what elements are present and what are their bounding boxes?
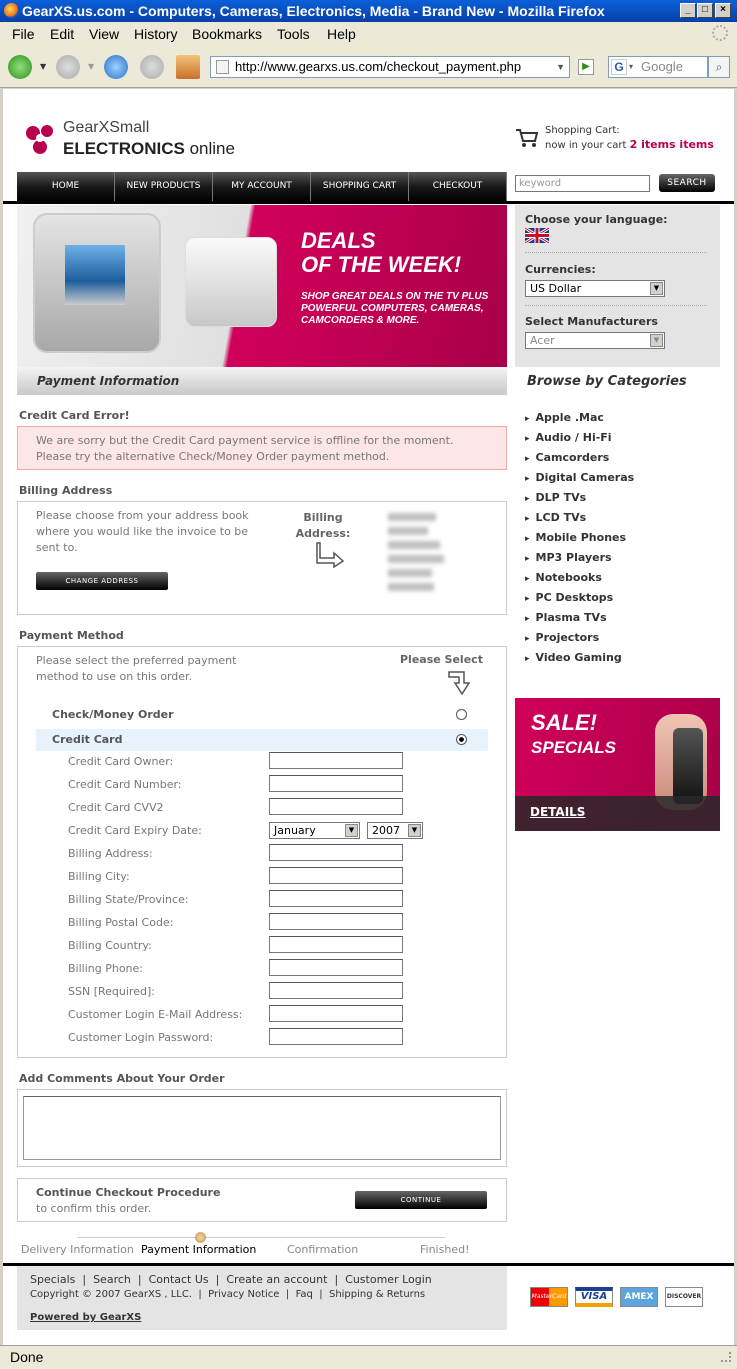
footer-separator: | [192,1289,209,1300]
menu-bookmarks[interactable]: Bookmarks [192,26,263,42]
keyword-placeholder: keyword [519,178,562,189]
sale-subtitle: SPECIALS [531,738,617,757]
comments-heading: Add Comments About Your Order [19,1072,225,1085]
change-address-button[interactable]: CHANGE ADDRESS [36,572,168,590]
reload-button[interactable] [104,55,128,79]
cc-field-label: Credit Card Expiry Date: [68,824,202,837]
radio-credit-card[interactable] [456,734,467,745]
minimize-button[interactable]: _ [680,3,696,18]
category-list [515,399,720,679]
cc-field-label: Billing City: [68,870,130,883]
payment-method-heading: Payment Method [19,629,124,642]
cc-field-input[interactable] [269,959,403,976]
cart-items-count[interactable]: 2 items items [629,138,714,151]
cc-field-label: Credit Card Owner: [68,755,174,768]
footer-separator: | [75,1273,94,1286]
currency-value: US Dollar [530,282,582,295]
mastercard-icon: MasterCard [530,1287,568,1307]
search-engine-dropdown-icon[interactable]: ▾ [629,62,634,71]
uk-flag-icon[interactable] [525,228,549,243]
footer-link[interactable]: Specials [30,1273,76,1286]
expiry-month-select[interactable] [269,822,360,839]
window-title-bar [0,0,737,22]
cc-field-label: Credit Card Number: [68,778,182,791]
cc-field-label: Billing Country: [68,939,152,952]
cc-field-input[interactable] [269,867,403,884]
footer-separator: | [312,1289,329,1300]
footer-link[interactable]: Privacy Notice [208,1289,280,1300]
language-heading: Choose your language: [525,213,668,226]
navigation-toolbar [0,46,737,88]
search-engine-input[interactable] [608,56,708,78]
page-title-bar [17,367,507,395]
search-go-icon[interactable]: ⌕ [708,56,730,78]
powered-by-link[interactable]: Powered by GearXS [30,1312,142,1323]
payment-method-text: Please select the preferred payment method to use on this order. [36,654,237,683]
continue-box [17,1178,507,1222]
url-input[interactable] [210,56,570,78]
category-link[interactable]: ▸ Digital Cameras [525,471,634,484]
billing-box [17,501,507,615]
search-button[interactable]: SEARCH [659,174,715,192]
menu-bar [0,22,737,46]
footer-separator: | [130,1273,149,1286]
footer-link[interactable]: Search [93,1273,131,1286]
manufacturer-select[interactable] [525,332,665,349]
footer-links-row2 [30,1289,425,1300]
main-nav [17,172,507,201]
tab-home[interactable]: HOME [17,172,115,201]
continue-title: Continue Checkout Procedure [36,1186,221,1199]
cc-field-input[interactable] [269,752,403,769]
cc-field-label: SSN [Required]: [68,985,155,998]
cart-icon [515,127,539,149]
cc-field-input[interactable] [269,798,403,815]
logo-mark-icon [23,121,59,161]
error-box [17,426,507,470]
tab-shopping-cart[interactable]: SHOPPING CART [311,172,409,201]
logo-line2-bold: ELECTRONICS [63,139,185,158]
expiry-month-value: January [274,824,316,837]
cc-field-label: Billing Phone: [68,962,144,975]
error-heading: Credit Card Error! [19,409,130,422]
comments-box [17,1089,507,1167]
forward-button[interactable] [56,55,80,79]
cc-field-label: Credit Card CVV2 [68,801,164,814]
logo-line1: GearXSmall [63,119,150,136]
speaker-device-image [185,237,277,327]
blurred-address [388,510,446,606]
cc-field-label: Customer Login E-Mail Address: [68,1008,243,1021]
menu-view[interactable]: View [89,26,120,42]
page-icon [216,60,229,74]
tab-my-account[interactable]: MY ACCOUNT [213,172,311,201]
banner-title [301,229,461,277]
device-screen [65,245,125,305]
please-select-label: Please Select [400,653,483,666]
sidebar-divider [525,305,707,306]
cc-field-input[interactable] [269,1028,403,1045]
category-link[interactable]: ▸ Apple .Mac [525,411,604,424]
banner-text: SHOP GREAT DEALS ON THE TV PLUS POWERFUL COMPUTERS, CAMERAS, CAMCORDERS & MORE. [301,291,489,326]
home-button[interactable] [176,55,200,79]
cart-title: Shopping Cart: [545,125,620,136]
footer-links-row1 [30,1273,432,1286]
cc-field-label: Customer Login Password: [68,1031,214,1044]
category-link[interactable]: ▸ Mobile Phones [525,531,626,544]
copyright: Copyright © 2007 GearXS , LLC. [30,1289,193,1300]
sidebar-divider [525,252,707,253]
menu-help[interactable]: Help [327,26,356,42]
step-payment: Payment Information [141,1243,257,1256]
footer-link[interactable]: Faq [295,1289,313,1300]
footer-link[interactable]: Contact Us [148,1273,209,1286]
expiry-year-dropdown-icon[interactable]: ▼ [408,824,421,837]
throbber-icon [712,25,728,41]
category-link[interactable]: ▸ Camcorders [525,451,609,464]
resize-grip-icon[interactable] [721,1352,731,1362]
footer-separator: | [279,1289,296,1300]
sale-footer-strip [515,796,720,831]
footer-links [17,1266,507,1330]
cc-field-label: Billing Address: [68,847,153,860]
stop-button[interactable] [140,55,164,79]
footer-separator: | [327,1273,346,1286]
banner-title-line2: OF THE WEEK! [301,252,462,277]
payment-option-credit-card-label: Credit Card [52,733,123,746]
comments-textarea[interactable] [23,1096,501,1160]
step-confirmation: Confirmation [287,1243,359,1256]
search-engine-placeholder: Google [641,59,683,74]
payment-option-check-label: Check/Money Order [52,708,174,721]
logo-line2-rest: online [184,139,235,158]
cc-field-input[interactable] [269,936,403,953]
menu-history[interactable]: History [134,26,178,42]
currency-heading: Currencies: [525,263,596,276]
cc-field-label: Billing Postal Code: [68,916,174,929]
category-link[interactable]: ▸ PC Desktops [525,591,613,604]
billing-address-label: Billing Address: [295,511,351,540]
keyword-search-input[interactable] [515,175,650,192]
cart-line [545,138,714,151]
menu-edit[interactable]: Edit [50,26,75,42]
sale-details-link[interactable]: DETAILS [530,805,586,819]
web-page [3,89,734,1345]
footer-link[interactable]: Create an account [226,1273,328,1286]
google-icon[interactable]: G [611,59,627,75]
firefox-icon [4,3,19,18]
close-button[interactable]: × [715,3,731,18]
cc-field-input[interactable] [269,844,403,861]
banner-title-line1: DEALS [301,228,376,253]
sale-title: SALE! [531,710,597,735]
back-dropdown-icon[interactable]: ▼ [40,62,47,71]
category-link[interactable]: ▸ LCD TVs [525,511,586,524]
step-delivery: Delivery Information [21,1243,134,1256]
menu-file[interactable]: File [12,26,35,42]
manufacturer-heading: Select Manufacturers [525,315,658,328]
payment-method-box [17,646,507,1058]
payment-option-check[interactable] [36,705,488,725]
manufacturer-dropdown-icon[interactable]: ▼ [650,334,663,347]
cc-field-input[interactable] [269,913,403,930]
tab-new-products[interactable]: NEW PRODUCTS [115,172,213,201]
continue-subtitle: to confirm this order. [36,1202,152,1215]
billing-text: Please choose from your address book where you would like the invoice to be sent to. [36,509,249,554]
shopping-cart-summary[interactable] [515,123,730,155]
categories-heading: Browse by Categories [527,374,687,389]
arrow-down-icon [448,669,478,697]
status-text: Done [10,1349,44,1365]
forward-dropdown-icon[interactable]: ▼ [88,62,95,71]
category-link[interactable]: ▸ MP3 Players [525,551,612,564]
error-message: We are sorry but the Credit Card payment service is offline for the moment. Please try the alternative Check/Money Order payment method. [36,434,454,463]
payment-cards [530,1287,710,1309]
back-button[interactable] [8,55,32,79]
sidebar-settings [515,205,720,367]
step-finished: Finished! [420,1243,470,1256]
expiry-year-value: 2007 [372,824,400,837]
header-divider [3,201,734,204]
tab-checkout[interactable]: CHECKOUT [409,172,507,201]
menu-tools[interactable]: Tools [277,26,310,42]
deals-banner[interactable] [17,205,507,367]
cc-field-input[interactable] [269,890,403,907]
expiry-year-select[interactable] [367,822,423,839]
url-dropdown-icon[interactable]: ▼ [556,62,565,72]
progress-line [77,1237,445,1238]
page-title: Payment Information [37,374,180,388]
cart-line-text: now in your cart [545,140,627,151]
visa-icon: VISA [575,1287,613,1307]
category-link[interactable]: ▸ Projectors [525,631,599,644]
progress-marker-icon [195,1232,206,1243]
cc-field-input[interactable] [269,1005,403,1022]
billing-heading: Billing Address [19,484,113,497]
logo-line2 [63,139,235,159]
site-logo[interactable] [23,119,243,163]
footer-separator: | [208,1273,227,1286]
continue-button[interactable]: CONTINUE [355,1191,487,1209]
go-button[interactable]: ▶ [578,59,594,75]
tv-device-image [33,213,161,353]
footer-link[interactable]: Customer Login [345,1273,432,1286]
category-link[interactable]: ▸ Notebooks [525,571,602,584]
category-link[interactable]: ▸ Plasma TVs [525,611,607,624]
currency-dropdown-icon[interactable]: ▼ [650,282,663,295]
window-title: GearXS.us.com - Computers, Cameras, Electronics, Media - Brand New - Mozilla Firefox [22,3,605,19]
cc-field-input[interactable] [269,775,403,792]
category-link[interactable]: ▸ DLP TVs [525,491,586,504]
amex-icon: AMEX [620,1287,658,1307]
expiry-month-dropdown-icon[interactable]: ▼ [345,824,358,837]
currency-select[interactable] [525,280,665,297]
discover-icon: DISCOVER [665,1287,703,1307]
cc-field-input[interactable] [269,982,403,999]
manufacturer-value: Acer [530,334,555,347]
radio-check-money-order[interactable] [456,709,467,720]
maximize-button[interactable]: □ [697,3,713,18]
arrow-right-icon [316,542,346,568]
sale-specials-banner[interactable] [515,698,720,831]
cc-field-label: Billing State/Province: [68,893,189,906]
category-link[interactable]: ▸ Audio / Hi-Fi [525,431,612,444]
url-text: http://www.gearxs.us.com/checkout_payment.php [235,59,522,74]
payment-option-credit-card[interactable] [36,729,488,751]
footer-link[interactable]: Shipping & Returns [328,1289,426,1300]
status-bar [0,1345,737,1369]
category-link[interactable]: ▸ Video Gaming [525,651,622,664]
